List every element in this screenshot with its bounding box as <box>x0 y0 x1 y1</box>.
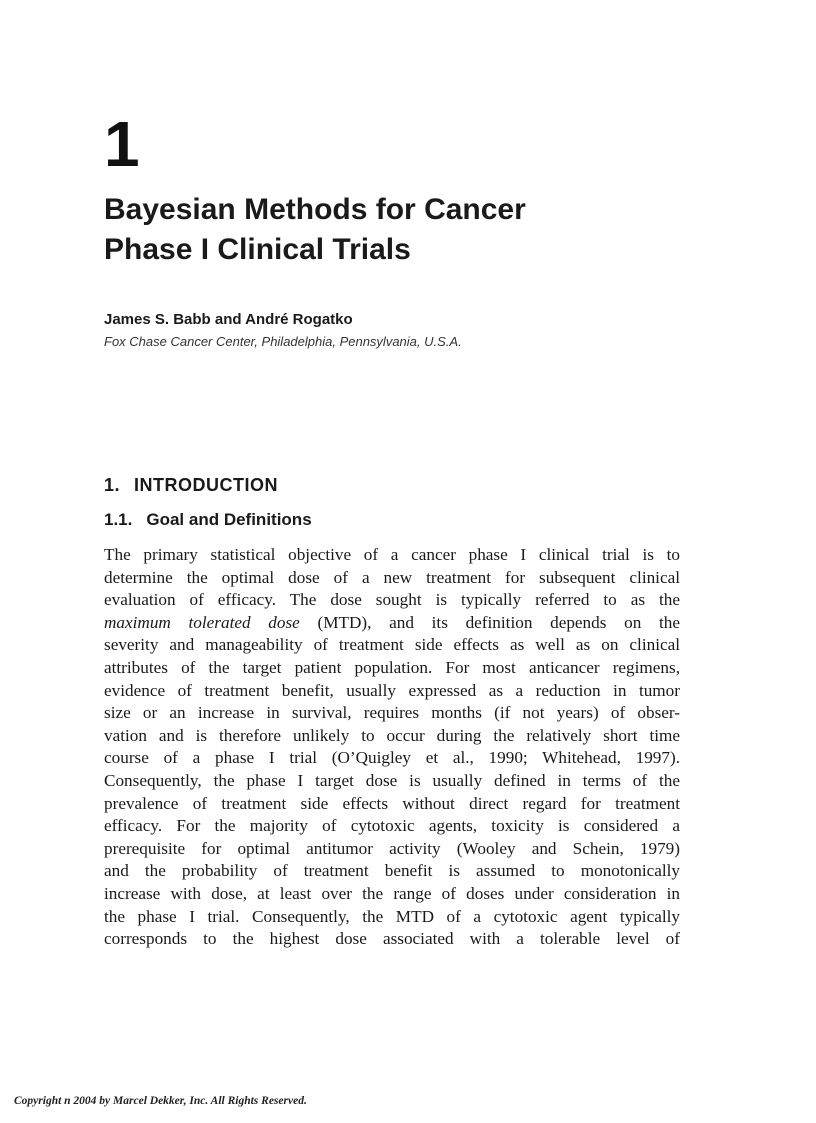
text-line: corresponds to the highest dose associated with a tolerable level of <box>104 929 680 949</box>
section-heading <box>104 475 278 496</box>
text-line: Consequently, the phase I target dose is usually defined in terms of the <box>104 770 680 790</box>
affiliation: Fox Chase Cancer Center, Philadelphia, Pennsylvania, U.S.A. <box>104 334 462 349</box>
body-paragraph <box>104 544 680 951</box>
text-line: the phase I trial. Consequently, the MTD of a cytotoxic agent typically <box>104 906 680 926</box>
subsection-title: Goal and Definitions <box>146 510 312 529</box>
text-line: severity and manageability of treatment side effects as well as on clinical <box>104 635 680 655</box>
subsection-heading <box>104 510 312 530</box>
text-line: evaluation of efficacy. The dose sought is typically referred to as the <box>104 590 680 610</box>
text-line: determine the optimal dose of a new treatment for subsequent clinical <box>104 567 680 587</box>
text-line: prerequisite for optimal antitumor activity (Wooley and Schein, 1979) <box>104 838 680 858</box>
text-line: efficacy. For the majority of cytotoxic agents, toxicity is considered a <box>104 816 680 836</box>
chapter-title-line: Phase I Clinical Trials <box>104 233 411 266</box>
text-line: course of a phase I trial (O’Quigley et al., 1990; Whitehead, 1997). <box>104 748 680 768</box>
authors: James S. Babb and André Rogatko <box>104 311 353 328</box>
text-line: prevalence of treatment side effects without direct regard for treatment <box>104 793 680 813</box>
text-line <box>104 612 680 635</box>
text-line: vation and is therefore unlikely to occur during the relatively short time <box>104 725 680 745</box>
chapter-title-line: Bayesian Methods for Cancer <box>104 193 526 226</box>
text-line: attributes of the target patient population. For most anticancer regimens, <box>104 657 680 677</box>
copyright-notice: Copyright n 2004 by Marcel Dekker, Inc. All Rights Reserved. <box>14 1095 307 1107</box>
text-line: evidence of treatment benefit, usually expressed as a reduction in tumor <box>104 680 680 700</box>
text-line: increase with dose, at least over the range of doses under consideration in <box>104 883 680 903</box>
section-title: INTRODUCTION <box>134 475 279 495</box>
text-line: and the probability of treatment benefit is assumed to monotonically <box>104 861 680 881</box>
term-mtd: maximum tolerated dose <box>104 612 300 632</box>
section-number: 1. <box>104 475 121 495</box>
subsection-number: 1.1. <box>104 510 133 529</box>
text-fragment: (MTD), and its definition depends on the <box>299 612 681 632</box>
text-line: The primary statistical objective of a cancer phase I clinical trial is to <box>104 545 680 564</box>
chapter-number: 1 <box>104 108 140 180</box>
chapter-title <box>104 190 526 270</box>
text-line: size or an increase in survival, requires months (if not years) of obser- <box>104 703 680 723</box>
